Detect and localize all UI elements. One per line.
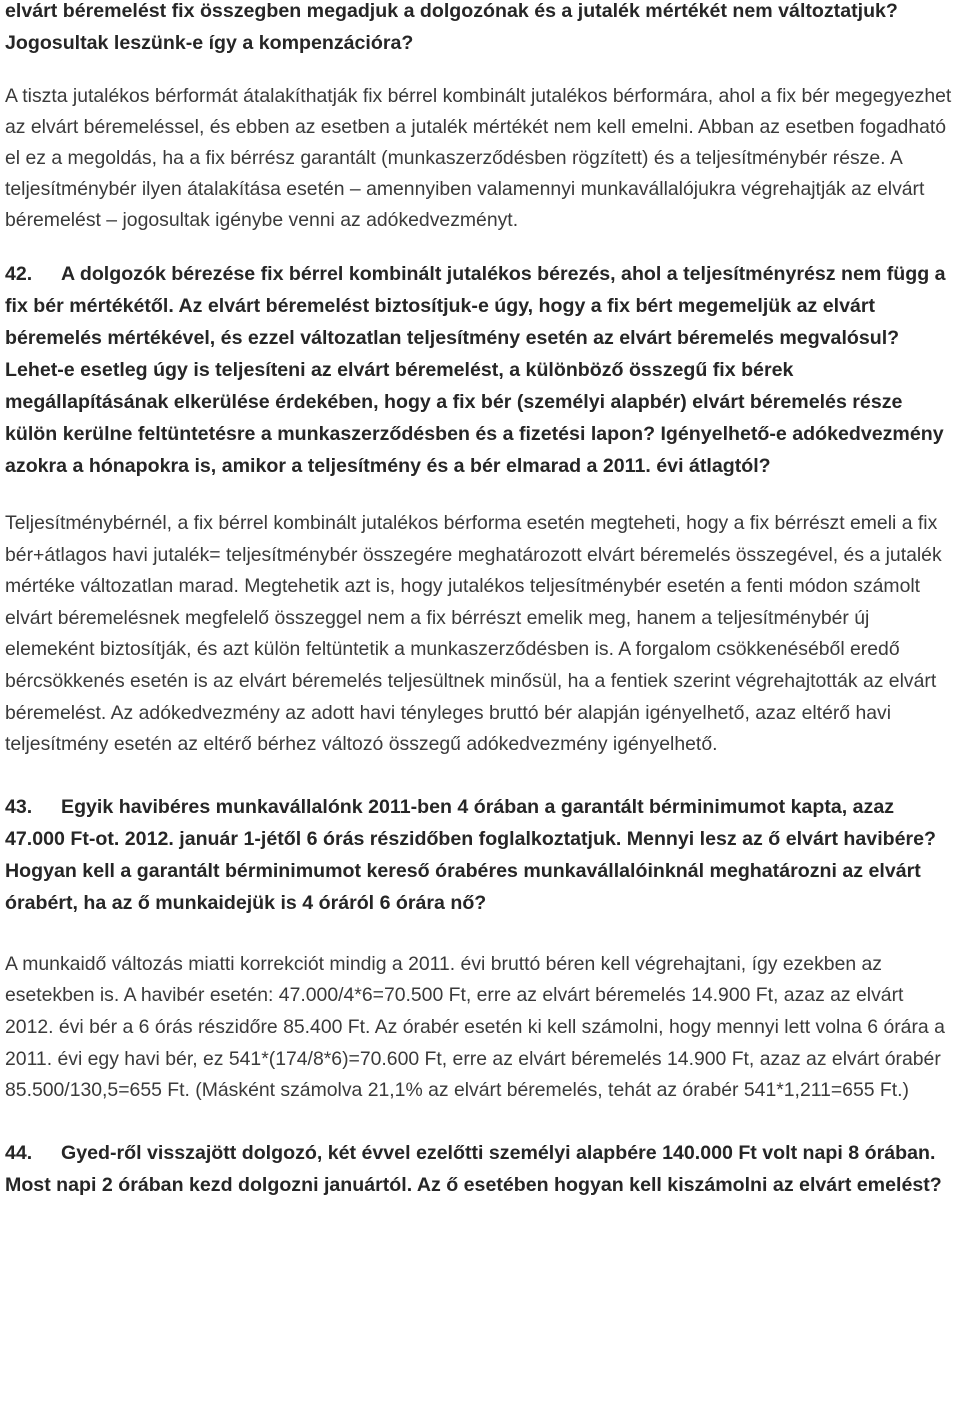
spacer: [5, 919, 957, 949]
question-43: [5, 791, 957, 919]
spacer: [5, 236, 957, 258]
question-42: [5, 258, 957, 482]
spacer: [5, 482, 957, 508]
question-number: 44.: [5, 1141, 33, 1164]
question-text: Gyed-ről visszajött dolgozó, két évvel ezelőtti személyi alapbére 140.000 Ft volt napi 8 órában. Most napi 2 órában kezd dolgozni januártól. Az ő esetében hogyan kell kiszámolni az elvárt emelést?: [5, 1141, 942, 1196]
answer-41: A tiszta jutalékos bérformát átalakíthatják fix bérrel kombinált jutalékos bérformára, ahol a fix bér megegyezhet az elvárt béremeléssel, és ebben az esetben a jutalék mértékét nem kell emelni. Abban az esetben fogadható el ez a megoldás, ha a fix bérrész garantált (munkaszerződésben rögzített) és a teljesítménybér része. A teljesítménybér ilyen átalakítása esetén – amennyiben valamennyi munkavállalójukra végrehajtják az elvárt béremelést – jogosultak igénybe venni az adókedvezményt.: [5, 85, 952, 231]
document-page: [5, 0, 957, 1201]
question-number: 42.: [5, 263, 33, 285]
question-number: 43.: [5, 795, 33, 818]
question-41-tail: elvárt béremelést fix összegben megadjuk a dolgozónak és a jutalék mértékét nem változtatjuk? Jogosultak leszünk-e így a kompenzációra?: [5, 0, 898, 54]
answer-43: A munkaidő változás miatti korrekciót mindig a 2011. évi bruttó béren kell végrehajtani, így ezekben az esetekben is. A havibér esetén: 47.000/4*6=70.500 Ft, erre az elvárt béremelés 14.900 Ft, azaz az elvárt 2012. évi bér a 6 órás részidőre 85.400 Ft. Az órabér esetén ki kell számolni, hogy mennyi lett volna 6 órára a 2011. évi egy havi bér, ez 541*(174/8*6)=70.600 Ft, erre az elvárt béremelés 14.900 Ft, azaz az elvárt órabér 85.500/130,5=655 Ft. (Másként számolva 21,1% az elvárt béremelés, tehát az órabér 541*1,211=655 Ft.): [5, 952, 945, 1102]
answer-42: Teljesítménybérnél, a fix bérrel kombinált jutalékos bérforma esetén megteheti, hogy a fix bérrészt emeli a fix bér+átlagos havi jutalék= teljesítménybér összegére meghatározott elvárt béremelés összegével, és a jutalék mértéke változatlan marad. Megtehetik azt is, hogy jutalékos teljesítménybér esetén a fenti módon számolt elvárt béremelésnek megfelelő összeggel nem a fix bérrészt emelik meg, hanem a teljesítménybér új elemeként biztosítják, és azt külön feltüntetik a munkaszerződésben is. A forgalom csökkenéséből eredő bércsökkenés esetén is az elvárt béremelés teljesültnek minősül, ha a fentiek szerint végrehajtották az elvárt béremelést. Az adókedvezmény az adott havi tényleges bruttó bér alapján igényelhető, azaz eltérő havi teljesítmény esetén az eltérő bérhez változó összegű adókedvezmény igényelhető.: [5, 512, 942, 756]
spacer: [5, 1107, 957, 1137]
spacer: [5, 59, 957, 81]
question-text: A dolgozók bérezése fix bérrel kombinált jutalékos bérezés, ahol a teljesítményrész nem függ a fix bér mértékétől. Az elvárt béremelést biztosítjuk-e úgy, hogy a fix bért megemeljük az elvárt béremelés mértékével, és ezzel változatlan teljesítmény esetén az elvárt béremelés megvalósul? Lehet-e esetleg úgy is teljesíteni az elvárt béremelést, a különböző összegű fix bérek megállapításának elkerülése érdekében, hogy a fix bér (személyi alapbér) elvárt béremelés része külön kerülne feltüntetésre a munkaszerződésben és a fizetési lapon? Igényelhető-e adókedvezmény azokra a hónapokra is, amikor a teljesítmény és a bér elmarad a 2011. évi átlagtól?: [5, 263, 946, 477]
spacer: [5, 761, 957, 791]
question-text: Egyik havibéres munkavállalónk 2011-ben 4 órában a garantált bérminimumot kapta, azaz 47.000 Ft-ot. 2012. január 1-jétől 6 órás részidőben foglalkoztatjuk. Mennyi lesz az ő elvárt havibére? Hogyan kell a garantált bérminimumot kereső órabéres munkavállalóinknál meghatározni az elvárt órabért, ha az ő munkaidejük is 4 óráról 6 órára nő?: [5, 795, 936, 914]
question-44: [5, 1137, 957, 1201]
